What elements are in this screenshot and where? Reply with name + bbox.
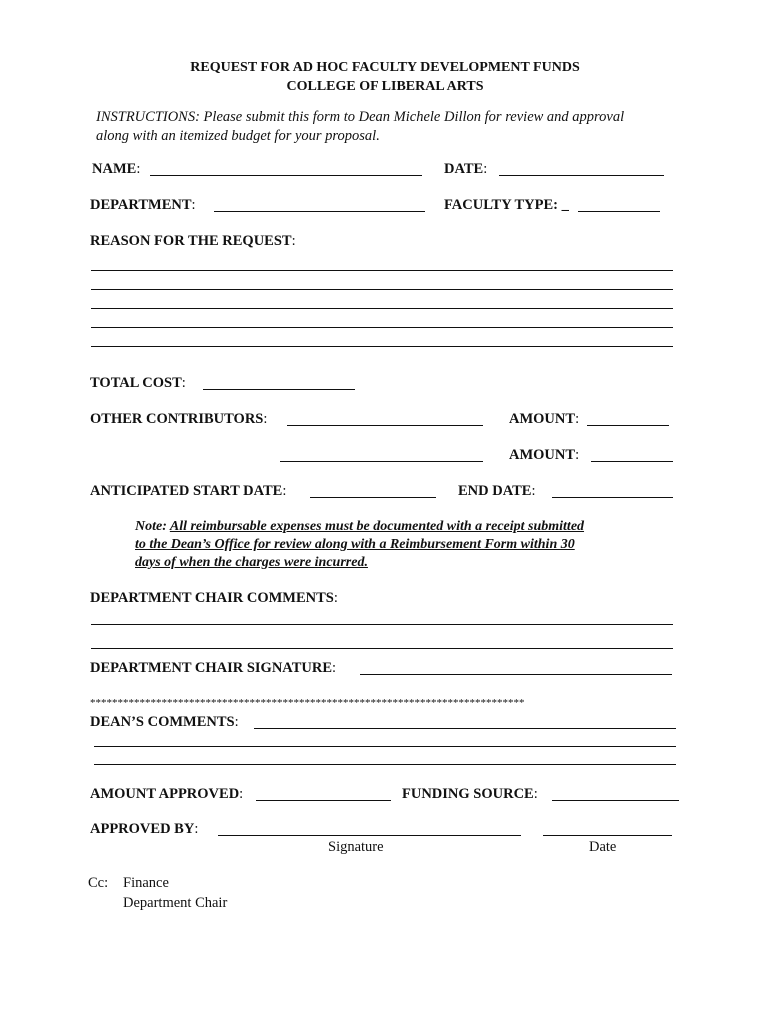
end-date-field[interactable] xyxy=(552,497,673,498)
deans-comments-label: DEAN’S COMMENTS: xyxy=(90,714,239,730)
name-field[interactable] xyxy=(150,175,422,176)
form-title: REQUEST FOR AD HOC FACULTY DEVELOPMENT FUNDS xyxy=(190,60,580,75)
amount-field-1[interactable] xyxy=(587,425,669,426)
reason-line-5[interactable] xyxy=(91,346,673,347)
date-label: DATE: xyxy=(444,161,488,177)
start-date-label: ANTICIPATED START DATE: xyxy=(90,483,287,499)
deans-comments-line-1[interactable] xyxy=(254,728,676,729)
name-label: NAME: xyxy=(92,161,141,177)
dept-chair-comments-label: DEPARTMENT CHAIR COMMENTS: xyxy=(90,590,338,606)
dept-chair-comments-line-2[interactable] xyxy=(91,648,673,649)
amount-field-2[interactable] xyxy=(591,461,673,462)
amount-label-1: AMOUNT: xyxy=(509,411,580,427)
other-contributors-label: OTHER CONTRIBUTORS: xyxy=(90,411,268,427)
funding-source-label: FUNDING SOURCE: xyxy=(402,786,538,802)
instructions-line-1: INSTRUCTIONS: Please submit this form to Dean Michele Dillon for review and approval xyxy=(96,109,625,125)
note-line-3: days of when the charges were incurred. xyxy=(135,555,368,570)
approved-by-label: APPROVED BY: xyxy=(90,821,199,837)
cc-item-finance: Finance xyxy=(123,875,169,891)
department-label: DEPARTMENT: xyxy=(90,197,196,213)
cc-item-department-chair: Department Chair xyxy=(123,895,228,911)
cc-label: Cc: xyxy=(88,875,109,891)
funding-source-field[interactable] xyxy=(552,800,679,801)
amount-label-2: AMOUNT: xyxy=(509,447,580,463)
date-field[interactable] xyxy=(499,175,664,176)
signature-caption: Signature xyxy=(328,839,384,855)
amount-approved-label: AMOUNT APPROVED: xyxy=(90,786,244,802)
separator: ******************************************************************************* xyxy=(90,697,525,709)
approved-by-signature-field[interactable] xyxy=(218,835,521,836)
dept-chair-comments-line-1[interactable] xyxy=(91,624,673,625)
reason-line-4[interactable] xyxy=(91,327,673,328)
reason-line-1[interactable] xyxy=(91,270,673,271)
other-contributors-field-2[interactable] xyxy=(280,461,483,462)
note-line-2: to the Dean’s Office for review along with a Reimbursement Form within 30 xyxy=(135,537,575,552)
deans-comments-line-3[interactable] xyxy=(94,764,676,765)
note-line-1: Note: All reimbursable expenses must be documented with a receipt submitted xyxy=(135,519,585,534)
reason-line-3[interactable] xyxy=(91,308,673,309)
department-field[interactable] xyxy=(214,211,425,212)
other-contributors-field-1[interactable] xyxy=(287,425,483,426)
total-cost-label: TOTAL COST: xyxy=(90,375,186,391)
faculty-type-label: FACULTY TYPE: _ xyxy=(444,197,569,213)
end-date-label: END DATE: xyxy=(458,483,536,499)
reason-label: REASON FOR THE REQUEST: xyxy=(90,233,296,249)
form-subtitle: COLLEGE OF LIBERAL ARTS xyxy=(286,79,484,94)
reason-line-2[interactable] xyxy=(91,289,673,290)
dept-chair-signature-label: DEPARTMENT CHAIR SIGNATURE: xyxy=(90,660,337,676)
deans-comments-line-2[interactable] xyxy=(94,746,676,747)
instructions-line-2: along with an itemized budget for your proposal. xyxy=(96,128,380,144)
approved-by-date-field[interactable] xyxy=(543,835,672,836)
start-date-field[interactable] xyxy=(310,497,436,498)
date-caption: Date xyxy=(589,839,617,855)
total-cost-field[interactable] xyxy=(203,389,355,390)
amount-approved-field[interactable] xyxy=(256,800,391,801)
dept-chair-signature-field[interactable] xyxy=(360,674,672,675)
faculty-type-field[interactable] xyxy=(578,211,660,212)
